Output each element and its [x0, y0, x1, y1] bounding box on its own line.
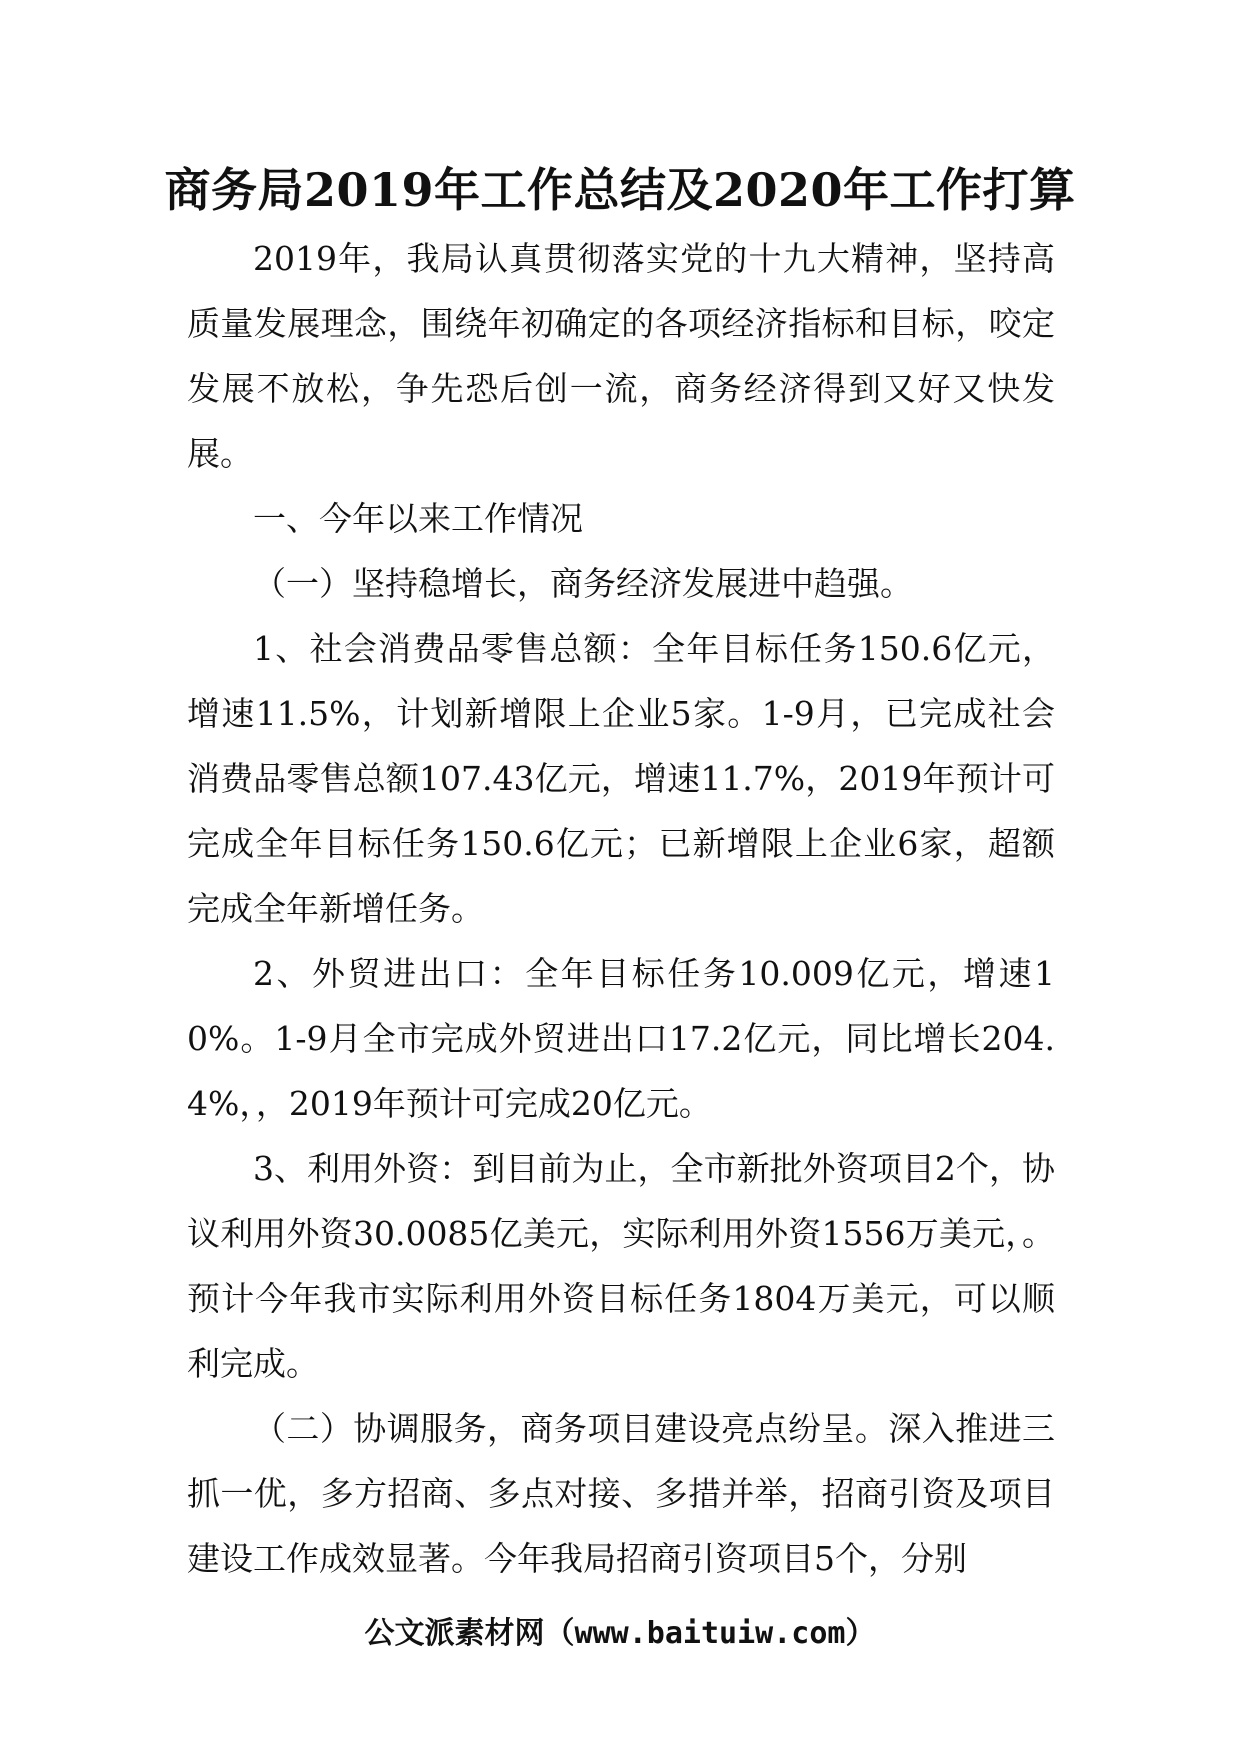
- footer-site-name: 公文派素材网（: [364, 1616, 575, 1651]
- foreign-trade-paragraph: 2、外贸进出口：全年目标任务10.009亿元，增速10%。1-9月全市完成外贸进出口17.2亿元，同比增长204.4%，，2019年预计可完成20亿元。: [187, 954, 1055, 1123]
- subsection-heading: （一）坚持稳增长，商务经济发展进中趋强。: [253, 564, 913, 603]
- footer-close-paren: ）: [845, 1616, 876, 1651]
- footer-watermark: [0, 1612, 1240, 1656]
- foreign-investment-paragraph: 3、利用外资：到目前为止，全市新批外资项目2个，协议利用外资30.0085亿美元，实际利用外资1556万美元，。预计今年我市实际利用外资目标任务1804万美元，可以顺利完成。: [187, 1149, 1055, 1383]
- intro-paragraph: 2019年，我局认真贯彻落实党的十九大精神，坚持高质量发展理念，围绕年初确定的各项经济指标和目标，咬定发展不放松，争先恐后创一流，商务经济得到又好又快发展。: [187, 239, 1055, 473]
- document-title: 商务局2019年工作总结及2020年工作打算: [164, 163, 1076, 217]
- project-service-paragraph: （二）协调服务，商务项目建设亮点纷呈。深入推进三抓一优，多方招商、多点对接、多措并举，招商引资及项目建设工作成效显著。今年我局招商引资项目5个，分别: [187, 1409, 1055, 1578]
- document-body: [187, 226, 1055, 1591]
- footer-url: www.baituiw.com: [574, 1616, 846, 1651]
- section-heading: 一、今年以来工作情况: [253, 499, 583, 538]
- retail-sales-paragraph: 1、社会消费品零售总额：全年目标任务150.6亿元，增速11.5%，计划新增限上企业5家。1-9月，已完成社会消费品零售总额107.43亿元，增速11.7%，2019年预计可完成全年目标任务150.6亿元；已新增限上企业6家，超额完成全年新增任务。: [187, 629, 1055, 928]
